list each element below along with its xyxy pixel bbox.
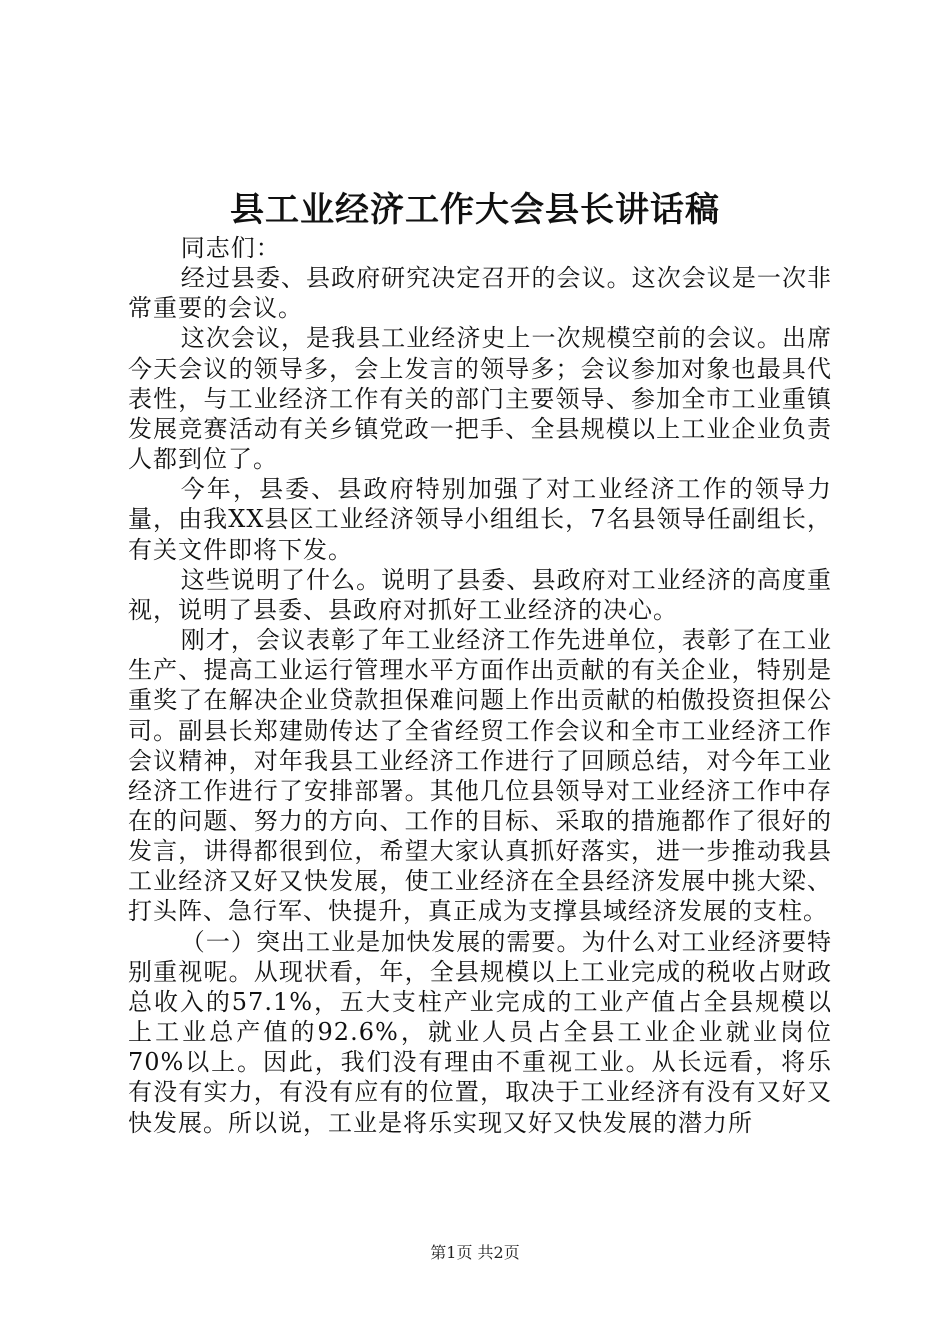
body-paragraph: 经过县委、县政府研究决定召开的会议。这次会议是一次非常重要的会议。 <box>128 264 832 323</box>
document-title: 县工业经济工作大会县长讲话稿 <box>230 190 720 230</box>
page-number-footer: 第1页 共2页 <box>430 1243 520 1262</box>
document-body <box>128 233 832 1138</box>
body-paragraph: 刚才，会议表彰了年工业经济工作先进单位，表彰了在工业生产、提高工业运行管理水平方面作出贡献的有关企业，特别是重奖了在解决企业贷款担保难问题上作出贡献的柏傲投资担保公司。副县长郑建勋传达了全省经贸工作会议和全市工业经济工作会议精神，对年我县工业经济工作进行了回顾总结，对今年工业经济工作进行了安排部署。其他几位县领导对工业经济工作中存在的问题、努力的方向、工作的目标、采取的措施都作了很好的发言，讲得都很到位，希望大家认真抓好落实，进一步推动我县工业经济又好又快发展，使工业经济在全县经济发展中挑大梁、打头阵、急行军、快提升，真正成为支撑县域经济发展的支柱。 <box>128 626 832 926</box>
body-paragraph: 这次会议，是我县工业经济史上一次规模空前的会议。出席今天会议的领导多，会上发言的领导多；会议参加对象也最具代表性，与工业经济工作有关的部门主要领导、参加全市工业重镇发展竞赛活动有关乡镇党政一把手、全县规模以上工业企业负责人都到位了。 <box>128 324 832 474</box>
body-paragraph: （一）突出工业是加快发展的需要。为什么对工业经济要特别重视呢。从现状看，年，全县规模以上工业完成的税收占财政总收入的57.1%，五大支柱产业完成的工业产值占全县规模以上工业总产值的92.6%，就业人员占全县工业企业就业岗位70%以上。因此，我们没有理由不重视工业。从长远看，将乐有没有实力，有没有应有的位置，取决于工业经济有没有又好又快发展。所以说，工业是将乐实现又好又快发展的潜力所 <box>128 927 832 1137</box>
salutation-paragraph: 同志们： <box>180 234 281 262</box>
body-paragraph: 这些说明了什么。说明了县委、县政府对工业经济的高度重视，说明了县委、县政府对抓好工业经济的决心。 <box>128 565 832 624</box>
body-paragraph: 今年，县委、县政府特别加强了对工业经济工作的领导力量，由我XX县区工业经济领导小组组长，7名县领导任副组长，有关文件即将下发。 <box>128 475 832 564</box>
